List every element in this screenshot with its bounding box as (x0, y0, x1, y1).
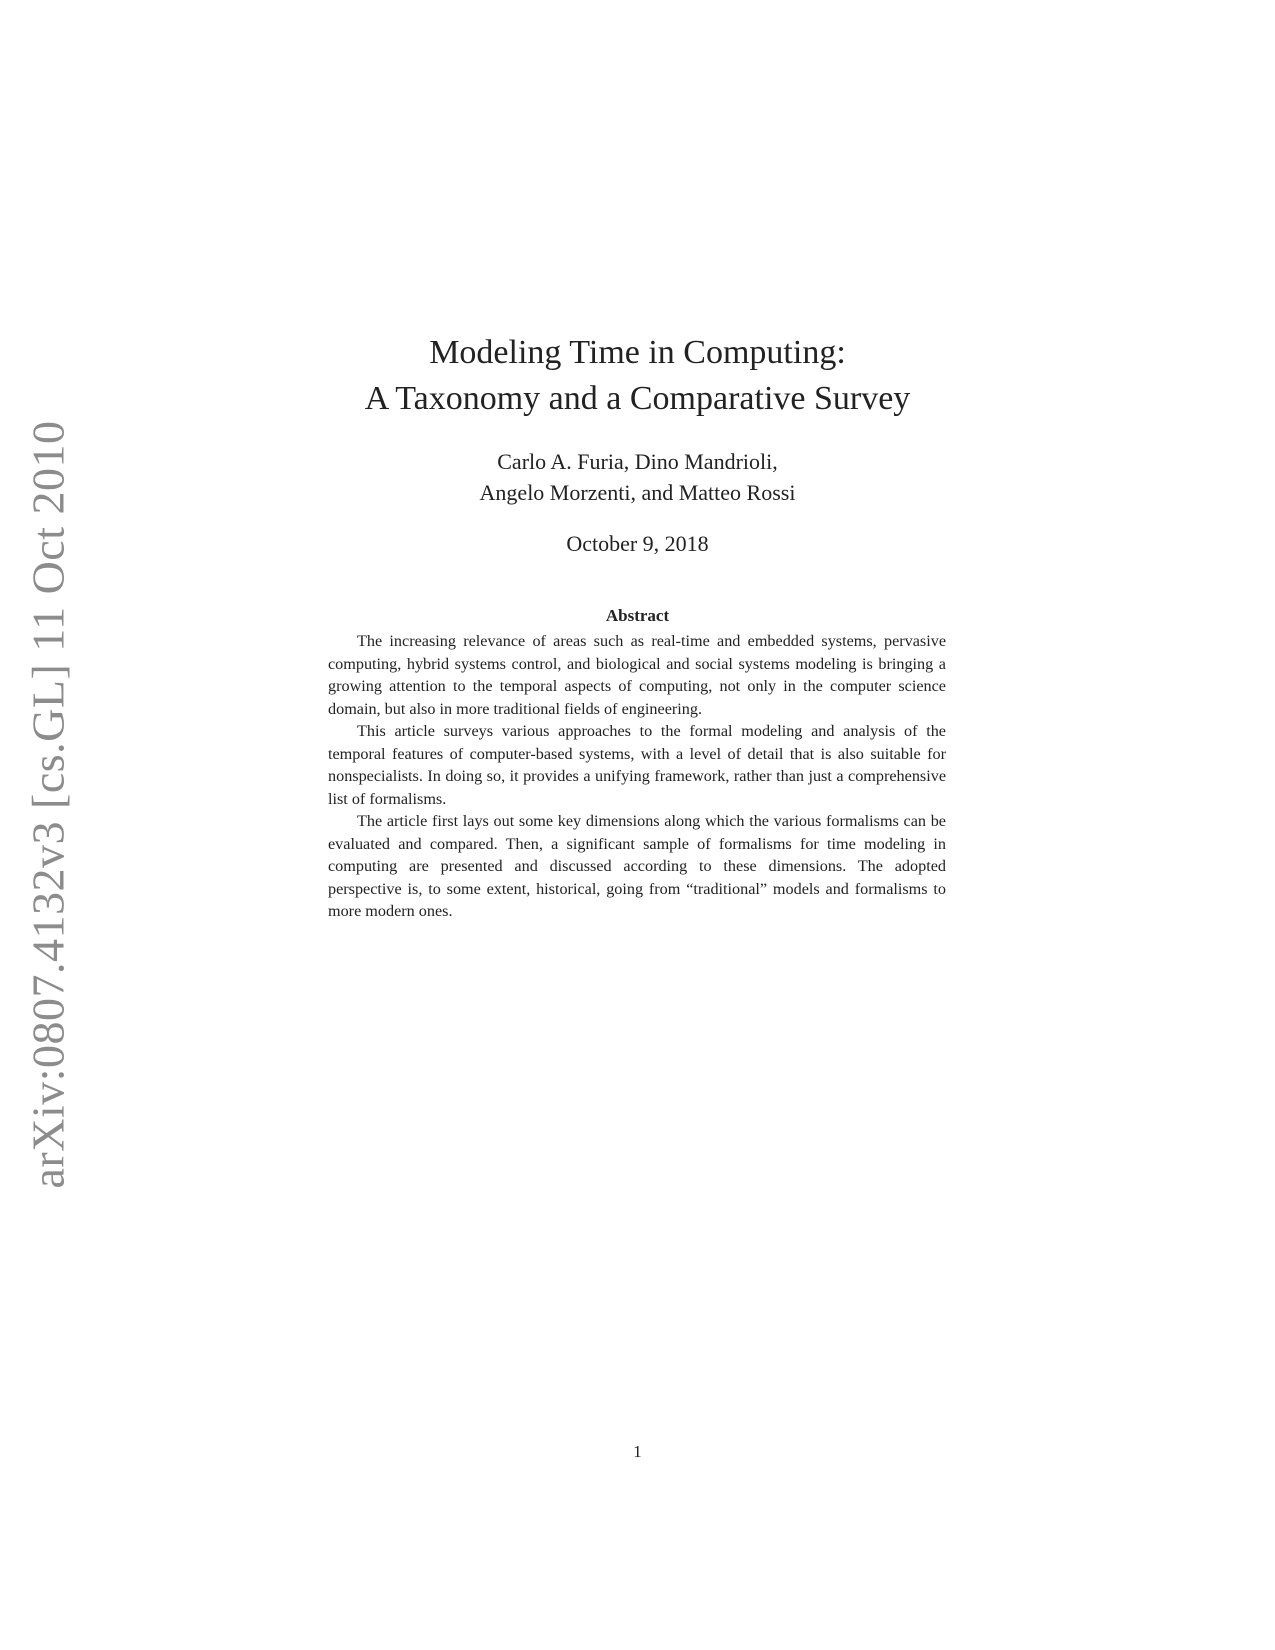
authors-line-2: Angelo Morzenti, and Matteo Rossi (479, 480, 796, 505)
arxiv-identifier-stamp (8, 420, 88, 1188)
abstract-body (328, 630, 946, 923)
abstract-heading: Abstract (605, 606, 670, 625)
title-line-2: A Taxonomy and a Comparative Survey (364, 380, 911, 417)
publication-date: October 9, 2018 (566, 531, 709, 556)
arxiv-identifier-text: arXiv:0807.4132v3 [cs.GL] 11 Oct 2010 (22, 420, 74, 1188)
abstract-paragraph-3: The article first lays out some key dimensions along which the various formalisms can be evaluated and compared. Then, a significant sample of formalisms for time modeling in computing are presented and discussed according to these dimensions. The adopted perspective is, to some extent, historical, going from “traditional” models and formalisms to more modern ones. (328, 812, 946, 920)
author-list (320, 446, 955, 508)
authors-line-1: Carlo A. Furia, Dino Mandrioli, (497, 449, 778, 474)
abstract-paragraph-1: The increasing relevance of areas such as real-time and embedded systems, pervasive computing, hybrid systems control, and biological and social systems modeling is bringing a growing attention to the temporal aspects of computing, not only in the computer science domain, but also in more traditional fields of engineering. (328, 632, 946, 718)
page-number: 1 (633, 1442, 642, 1461)
paper-title (320, 330, 955, 422)
abstract-paragraph-2: This article surveys various approaches to the formal modeling and analysis of the temporal features of computer-based systems, with a level of detail that is also suitable for nonspecialists. In doing so, it provides a unifying framework, rather than just a comprehensive list of formalisms. (328, 722, 946, 808)
title-line-1: Modeling Time in Computing: (429, 334, 846, 371)
